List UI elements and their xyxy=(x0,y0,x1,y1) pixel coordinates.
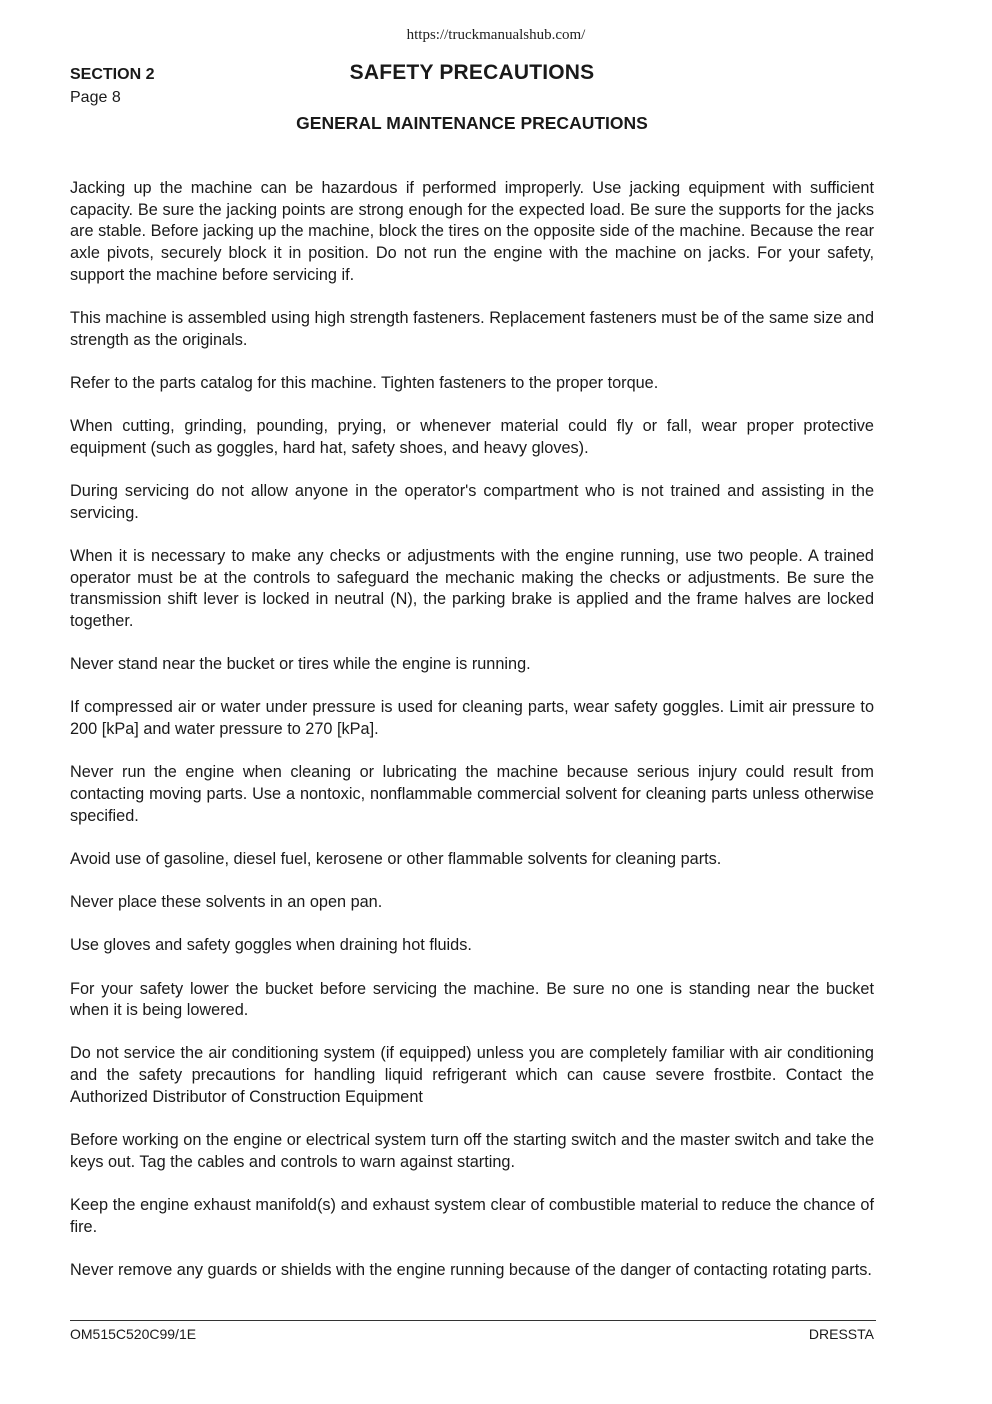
paragraph: This machine is assembled using high strength fasteners. Replacement fasteners must be of the same size and strength as the originals. xyxy=(70,309,874,349)
section-label: SECTION 2 xyxy=(70,66,155,83)
page-subtitle: GENERAL MAINTENANCE PRECAUTIONS xyxy=(296,113,648,133)
body-text xyxy=(70,178,874,1303)
paragraph: Refer to the parts catalog for this machine. Tighten fasteners to the proper torque. xyxy=(70,373,659,392)
paragraph: For your safety lower the bucket before servicing the machine. Be sure no one is standing near the bucket when it is being lowered. xyxy=(70,979,874,1020)
paragraph: Avoid use of gasoline, diesel fuel, kerosene or other flammable solvents for cleaning parts. xyxy=(70,849,722,868)
paragraph: Never run the engine when cleaning or lubricating the machine because serious injury could result from contacting moving parts. Use a nontoxic, nonflammable commercial solvent for cleaning parts unless otherwise specified. xyxy=(70,763,874,825)
paragraph: Never remove any guards or shields with the engine running because of the danger of contacting rotating parts. xyxy=(70,1260,872,1279)
footer-divider xyxy=(70,1320,876,1321)
paragraph: Never stand near the bucket or tires while the engine is running. xyxy=(70,655,531,674)
page-number: Page 8 xyxy=(70,89,121,106)
paragraph: Use gloves and safety goggles when draining hot fluids. xyxy=(70,936,472,955)
source-url: https://truckmanualshub.com/ xyxy=(406,27,586,43)
paragraph: Keep the engine exhaust manifold(s) and exhaust system clear of combustible material to reduce the chance of fire. xyxy=(70,1196,874,1236)
paragraph: Jacking up the machine can be hazardous if performed improperly. Use jacking equipment with sufficient capacity. Be sure the jacking points are strong enough for the expected load. Be sure the supports for the jacks are stable. Before jacking up the machine, block the tires on the opposite side of the machine. Because the rear axle pivots, securely block it in position. Do not run the engine with the machine on jacks. For your safety, support the machine before servicing if. xyxy=(70,179,874,284)
paragraph: When cutting, grinding, pounding, prying, or whenever material could fly or fall, wear proper protective equipment (such as goggles, hard hat, safety shoes, and heavy gloves). xyxy=(70,417,874,457)
paragraph: Before working on the engine or electrical system turn off the starting switch and the master switch and take the keys out. Tag the cables and controls to warn against starting. xyxy=(70,1131,874,1171)
page-title: SAFETY PRECAUTIONS xyxy=(349,61,595,84)
document-code: OM515C520C99/1E xyxy=(70,1326,197,1342)
paragraph: When it is necessary to make any checks or adjustments with the engine running, use two people. A trained operator must be at the controls to safeguard the mechanic making the checks or adjustments. Be sure the transmission shift lever is locked in neutral (N), the parking brake is applied and the frame halves are locked together. xyxy=(70,546,874,631)
paragraph: Never place these solvents in an open pan. xyxy=(70,893,383,912)
brand-name: DRESSTA xyxy=(808,1326,874,1342)
paragraph: Do not service the air conditioning system (if equipped) unless you are completely familiar with air conditioning and the safety precautions for handling liquid refrigerant which can cause severe frostbite. Contact the Authorized Distributor of Construction Equipment xyxy=(70,1044,874,1106)
paragraph: During servicing do not allow anyone in the operator's compartment who is not trained and assisting in the servicing. xyxy=(70,482,874,522)
paragraph: If compressed air or water under pressure is used for cleaning parts, wear safety goggles. Limit air pressure to 200 [kPa] and water pressure to 270 [kPa]. xyxy=(70,698,874,739)
